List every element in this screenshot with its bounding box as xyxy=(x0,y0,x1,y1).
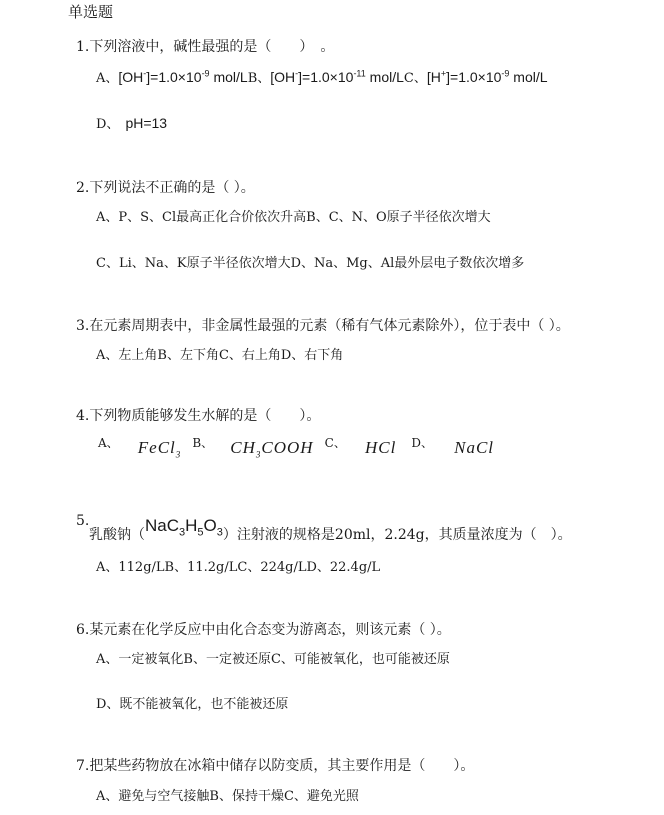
option-a-formula: FeCl$_3$ xyxy=(137,438,182,460)
question-4-stem: 4.下列物质能够发生水解的是（ ）。 xyxy=(76,408,321,424)
option-c-formula: HCl xyxy=(364,438,397,457)
section-title: 单选题 xyxy=(68,3,114,21)
question-5-options-line1: A、112g/LB、11.2g/LC、224g/LD、22.4g/L xyxy=(96,560,381,575)
question-3-options-line1: A、左上角B、左下角C、右上角D、右下角 xyxy=(96,348,344,363)
option-d-value: pH=13 xyxy=(125,115,168,131)
question-6-stem: 6.某元素在化学反应中由化合态变为游离态，则该元素（ ）。 xyxy=(76,622,451,638)
option-b-formula: $CH_3COOH$ xyxy=(230,438,314,460)
question-7-stem: 7.把某些药物放在冰箱中储存以防变质，其主要作用是（ ）。 xyxy=(76,758,475,774)
question-6-options-line2: D、既不能被氧化，也不能被还原 xyxy=(96,697,289,712)
question-1-stem xyxy=(76,36,334,56)
question-5-number: 5. xyxy=(76,513,90,529)
question-2-options-line1: A、P、S、Cl最高正化合价依次升高B、C、N、O原子半径依次增大 xyxy=(96,210,491,225)
question-1-options-line2 xyxy=(96,113,167,132)
question-6-options-line1: A、一定被氧化B、一定被还原C、可能被氧化，也可能被还原 xyxy=(96,652,450,667)
question-1-number: 1. xyxy=(76,39,90,55)
question-1-text: 下列溶液中，碱性最强的是（ ） 。 xyxy=(89,39,335,55)
option-d-label: D、 xyxy=(96,117,120,132)
question-2-options-line2: C、Li、Na、K原子半径依次增大D、Na、Mg、Al最外层电子数依次增多 xyxy=(96,256,525,271)
option-d-label: D、 xyxy=(411,436,434,450)
question-3-stem: 3.在元素周期表中，非金属性最强的元素（稀有气体元素除外），位于表中（ ）。 xyxy=(76,318,570,334)
question-2-stem: 2.下列说法不正确的是（ ）。 xyxy=(76,180,255,196)
option-c-label: C、 xyxy=(403,71,427,86)
option-a-value: $[OH^-]=1.0\times 10^{-9}$ mol/L xyxy=(118,68,248,85)
option-b-label: B、 xyxy=(247,71,271,86)
question-1-options-line1 xyxy=(96,67,548,86)
option-c-value: $[H^+]=1.0\times 10^{-9}$ mol/L xyxy=(426,68,548,85)
option-a-label: A、 xyxy=(96,71,119,86)
option-b-value: $[OH^-]=1.0\times 10^{-11}$ mol/L xyxy=(270,68,404,85)
option-b-label: B、 xyxy=(192,436,214,450)
question-7-options-line1: A、避免与空气接触B、保持干燥C、避免光照 xyxy=(96,789,359,804)
question-4-options xyxy=(96,438,494,459)
sodium-lactate-formula: $NaC_3H_5O_3$ xyxy=(145,516,223,539)
question-5-stem: 乳酸钠$(NaC_3H_5O_3)$注射液的规格是20ml，2.24g，其质量浓度为（ ）。 xyxy=(89,516,572,543)
option-a-label: A、 xyxy=(98,436,119,450)
option-d-formula: NaCl xyxy=(454,438,495,457)
option-c-label: C、 xyxy=(324,436,346,450)
